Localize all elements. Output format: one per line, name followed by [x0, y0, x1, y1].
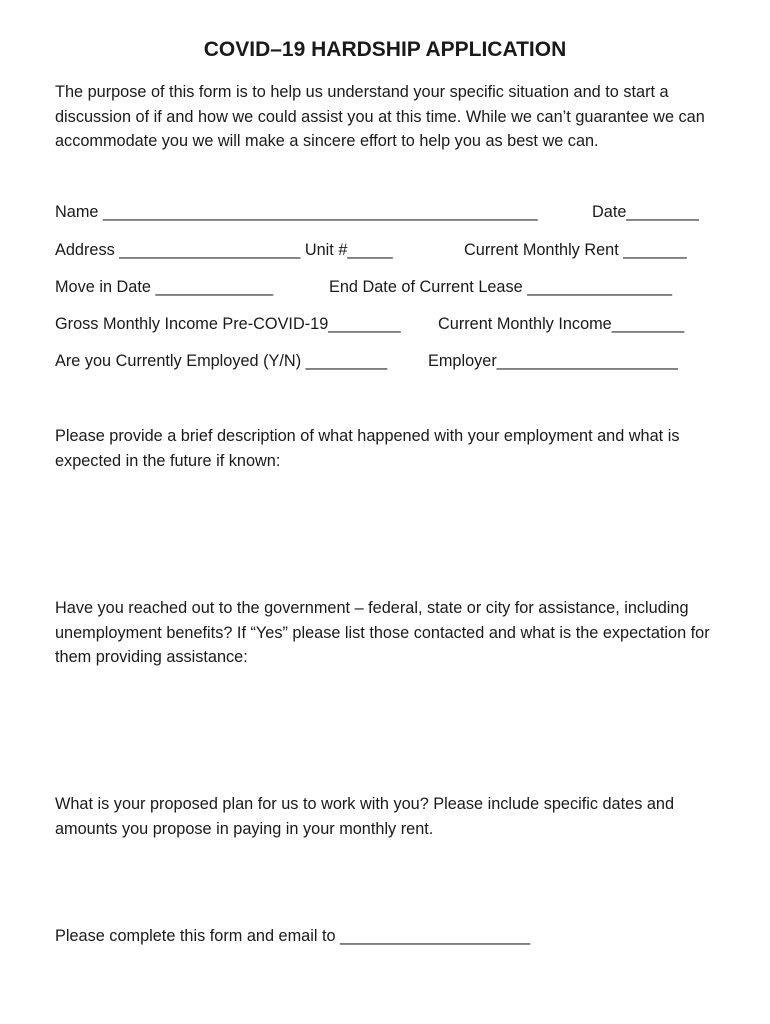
- move-in-date-field[interactable]: Move in Date _____________: [55, 278, 274, 296]
- end-date-lease-field[interactable]: End Date of Current Lease ________________: [329, 278, 673, 296]
- name-field[interactable]: Name ________________________________________________: [55, 203, 538, 221]
- row-employment: [55, 352, 715, 428]
- current-income-field[interactable]: Current Monthly Income________: [438, 315, 685, 333]
- question-employment: Please provide a brief description of what happened with your employment and what is expected in the future if known:: [55, 427, 680, 470]
- address-unit-field[interactable]: Address ____________________ Unit #_____: [55, 241, 393, 259]
- question-plan: What is your proposed plan for us to work with you? Please include specific dates and amounts you propose in paying in your monthly rent.: [55, 795, 675, 838]
- date-field[interactable]: Date________: [592, 203, 699, 221]
- employed-field[interactable]: Are you Currently Employed (Y/N) _________: [55, 352, 388, 370]
- page-title: COVID–19 HARDSHIP APPLICATION: [203, 38, 567, 61]
- intro-paragraph: The purpose of this form is to help us understand your specific situation and to start a discussion of if and how we could assist you at this time. While we can’t guarantee we can accommodate you we will make a sincere effort to help you as best we can.: [55, 83, 705, 150]
- employer-field[interactable]: Employer____________________: [428, 352, 678, 370]
- footer-email-line[interactable]: Please complete this form and email to _____________________: [55, 927, 531, 945]
- current-monthly-rent-field[interactable]: Current Monthly Rent _______: [464, 241, 687, 259]
- gross-income-field[interactable]: Gross Monthly Income Pre-COVID-19________: [55, 315, 401, 333]
- question-government: Have you reached out to the government – federal, state or city for assistance, including unemployment benefits? If “Yes” please list those contacted and what is the expectation for them providing assistance:: [55, 599, 710, 666]
